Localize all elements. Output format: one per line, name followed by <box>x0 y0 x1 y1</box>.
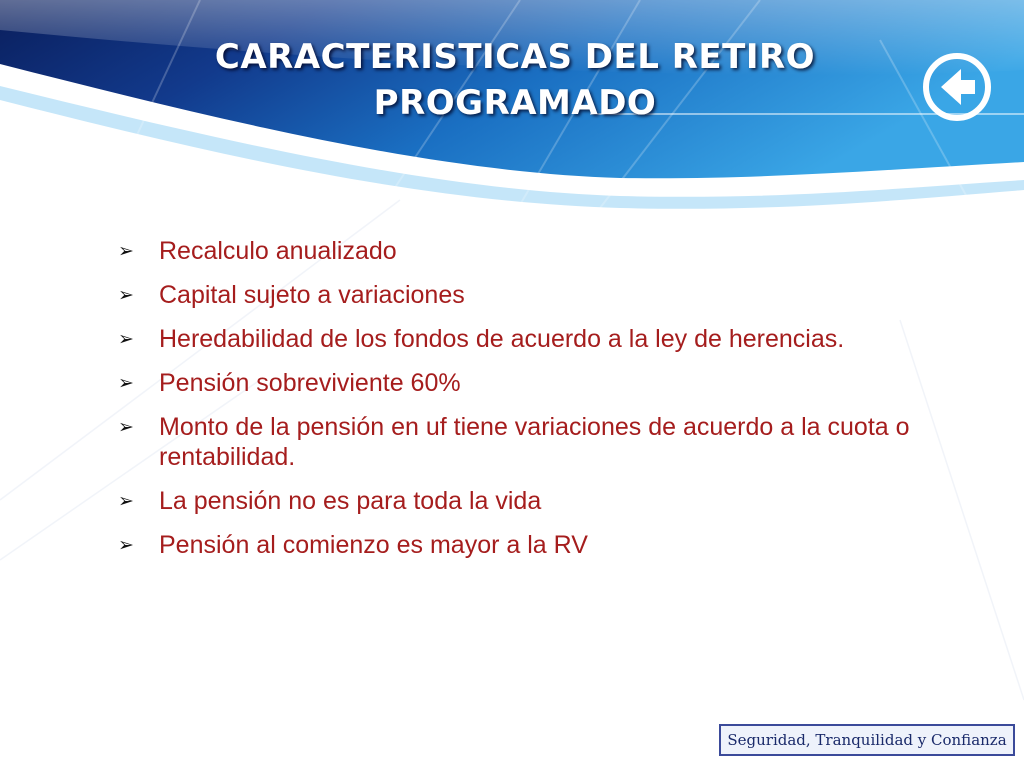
slide-title <box>110 34 920 126</box>
bullet-arrow-icon: ➢ <box>118 534 134 556</box>
list-item <box>118 280 938 310</box>
list-item <box>118 236 938 266</box>
bullet-arrow-icon: ➢ <box>118 490 134 512</box>
list-item <box>118 324 938 354</box>
bullet-arrow-icon: ➢ <box>118 284 134 306</box>
footer-tagline <box>719 724 1015 756</box>
back-button[interactable] <box>921 51 993 123</box>
list-item <box>118 486 938 516</box>
bullet-arrow-icon: ➢ <box>118 372 134 394</box>
title-line-1: CARACTERISTICAS DEL RETIRO <box>214 37 816 77</box>
bullet-text: Monto de la pensión en uf tiene variaciones de acuerdo a la cuota o rentabilidad. <box>159 413 910 471</box>
bullet-text: Heredabilidad de los fondos de acuerdo a la ley de herencias. <box>159 325 845 353</box>
arrow-left-circle-icon <box>921 51 993 123</box>
bullet-text: Capital sujeto a variaciones <box>159 281 465 309</box>
list-item <box>118 368 938 398</box>
bullet-text: La pensión no es para toda la vida <box>159 487 542 515</box>
list-item <box>118 412 938 472</box>
bullet-arrow-icon: ➢ <box>118 416 134 438</box>
bullet-text: Pensión al comienzo es mayor a la RV <box>159 531 588 559</box>
bullet-list <box>118 236 938 574</box>
footer-text: Seguridad, Tranquilidad y Confianza <box>727 731 1007 749</box>
bullet-arrow-icon: ➢ <box>118 328 134 350</box>
list-item <box>118 530 938 560</box>
bullet-text: Recalculo anualizado <box>159 237 397 265</box>
bullet-text: Pensión sobreviviente 60% <box>159 369 461 397</box>
title-line-2: PROGRAMADO <box>373 83 657 123</box>
bullet-arrow-icon: ➢ <box>118 240 134 262</box>
